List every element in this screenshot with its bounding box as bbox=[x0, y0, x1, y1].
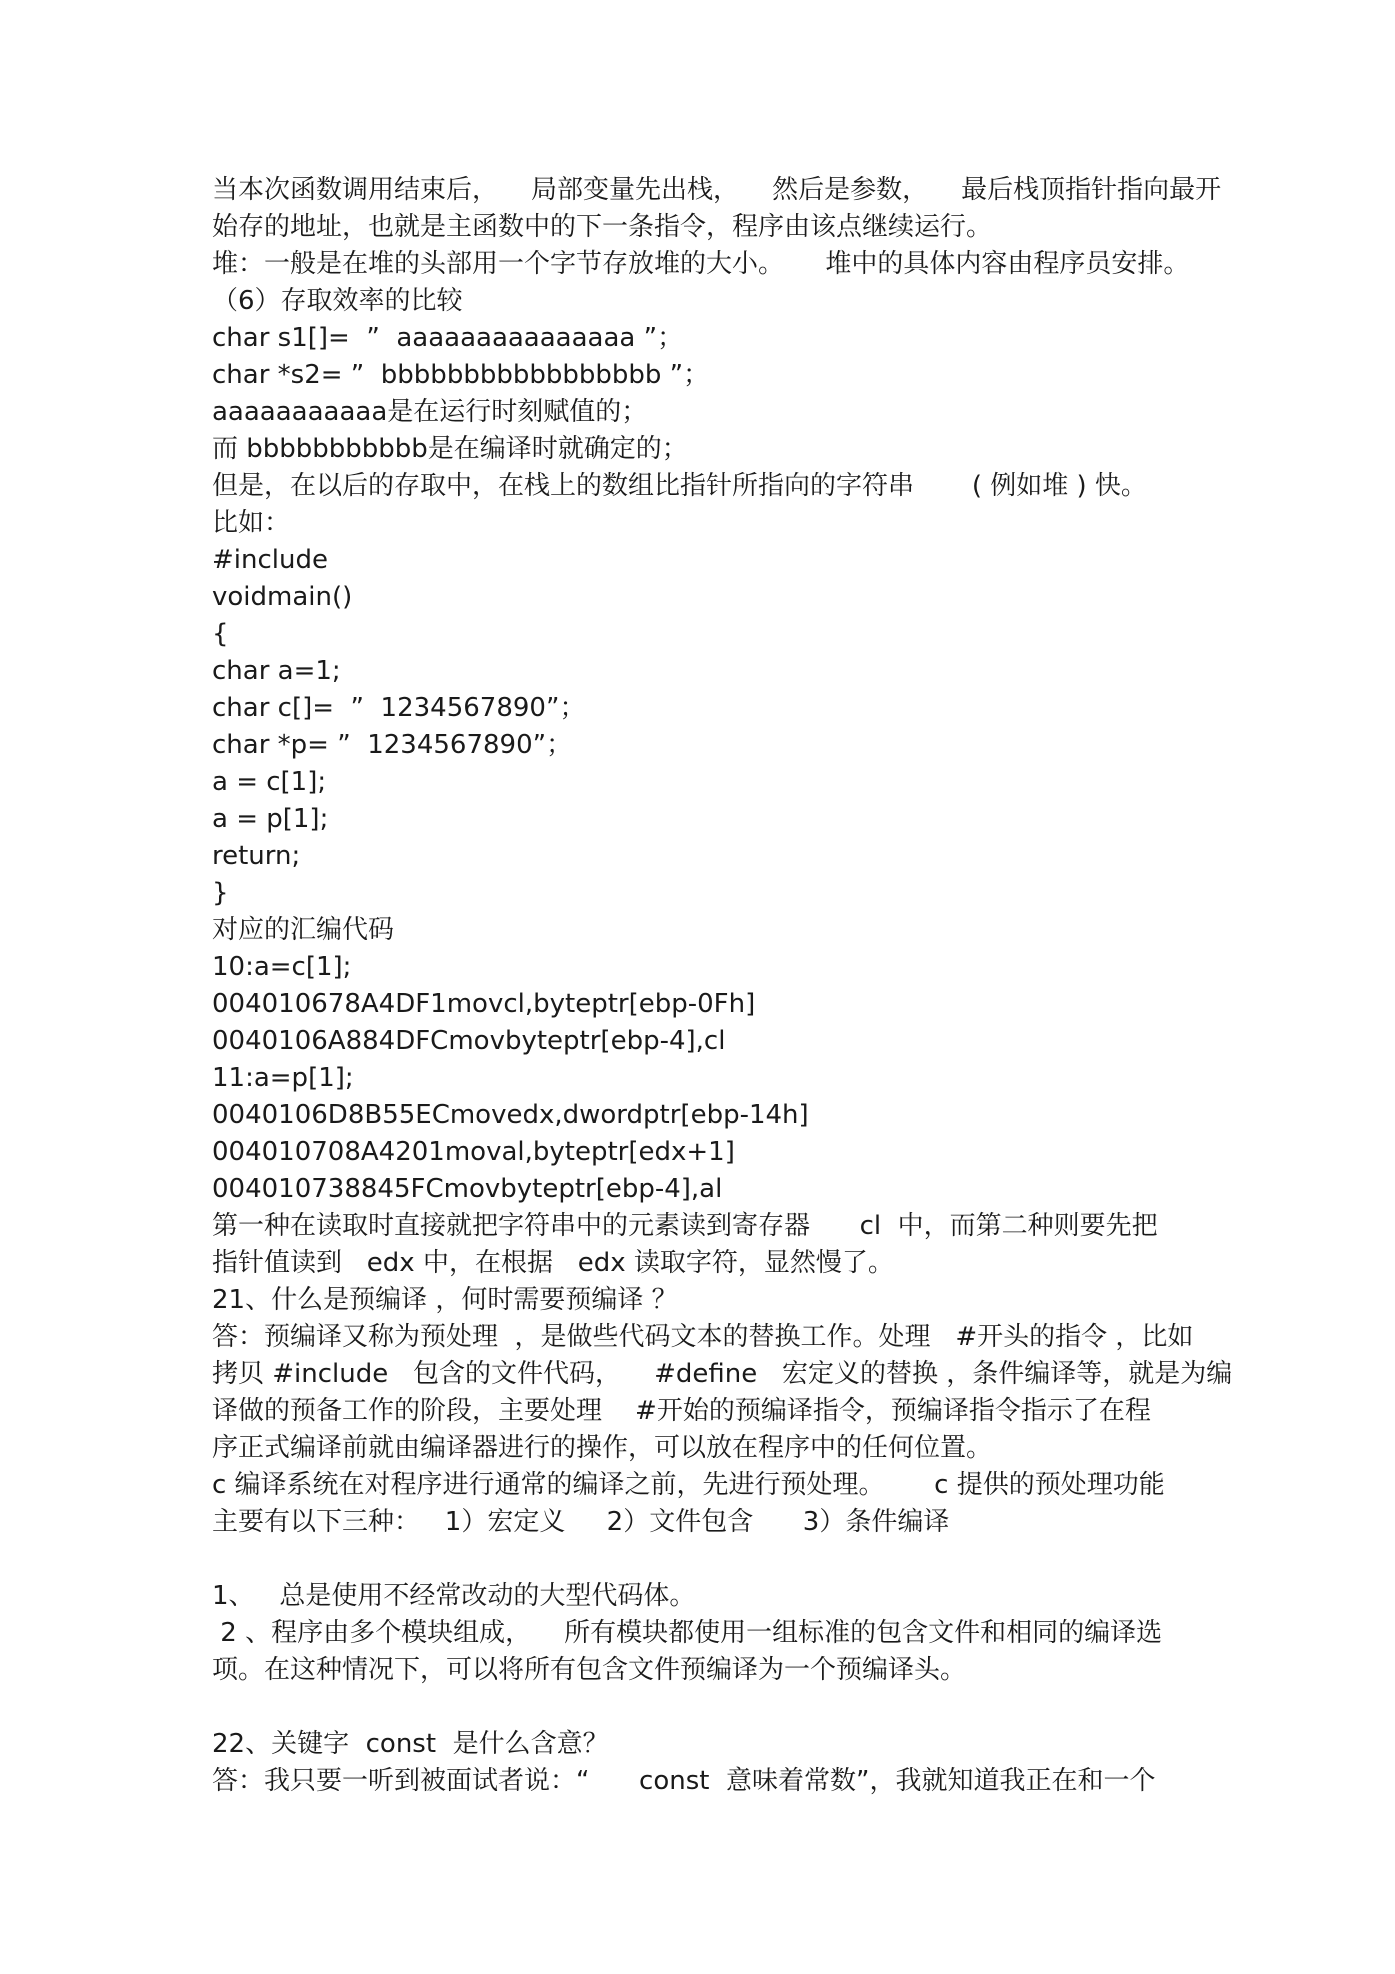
list-item: 2 、程序由多个模块组成， 所有模块都使用一组标准的包含文件和相同的编译选 bbox=[212, 1618, 1163, 1648]
code-line: 004010708A4201moval,byteptr[edx+1] bbox=[212, 1137, 735, 1167]
code-line: a = p[1]; bbox=[212, 804, 329, 834]
text-line: 序正式编译前就由编译器进行的操作，可以放在程序中的任何位置。 bbox=[212, 1433, 993, 1463]
text-line: 拷贝 #include 包含的文件代码， #define 宏定义的替换 ，条件编译等，就是为编 bbox=[212, 1359, 1233, 1389]
question-heading: 22、关键字 const 是什么含意？ bbox=[212, 1729, 609, 1759]
text-line: 主要有以下三种： 1）宏定义 2）文件包含 3）条件编译 bbox=[212, 1507, 950, 1537]
code-line: char a=1; bbox=[212, 656, 341, 686]
code-line: char c[]= ” 1234567890”； bbox=[212, 693, 586, 723]
code-line: return; bbox=[212, 841, 301, 871]
text-line: 指针值读到 edx 中，在根据 edx 读取字符，显然慢了。 bbox=[212, 1248, 894, 1278]
text-line: 比如： bbox=[212, 508, 291, 538]
code-line: { bbox=[212, 619, 229, 649]
code-line: 004010678A4DF1movcl,byteptr[ebp-0Fh] bbox=[212, 989, 756, 1019]
code-line: 11:a=p[1]; bbox=[212, 1063, 354, 1093]
text-line: 当本次函数调用结束后， 局部变量先出栈， 然后是参数， 最后栈顶指针指向最开 bbox=[212, 175, 1222, 205]
code-line: a = c[1]; bbox=[212, 767, 327, 797]
code-line: } bbox=[212, 878, 229, 908]
code-line: voidmain() bbox=[212, 582, 353, 612]
section-heading: （6）存取效率的比较 bbox=[212, 286, 463, 316]
text-line: 第一种在读取时直接就把字符串中的元素读到寄存器 cl 中，而第二种则要先把 bbox=[212, 1211, 1158, 1241]
code-line: 0040106D8B55ECmovedx,dwordptr[ebp-14h] bbox=[212, 1100, 809, 1130]
text-line: 堆：一般是在堆的头部用一个字节存放堆的大小。 堆中的具体内容由程序员安排。 bbox=[212, 249, 1190, 279]
text-line: 对应的汇编代码 bbox=[212, 915, 395, 945]
code-line: char *p= ” 1234567890”； bbox=[212, 730, 573, 760]
text-line: 答：我只要一听到被面试者说：“ const 意味着常数”，我就知道我正在和一个 bbox=[212, 1766, 1156, 1796]
code-line: char *s2= ” bbbbbbbbbbbbbbbbb ”； bbox=[212, 360, 710, 390]
question-heading: 21、什么是预编译 ，何时需要预编译 ？ bbox=[212, 1285, 678, 1315]
code-line: 004010738845FCmovbyteptr[ebp-4],al bbox=[212, 1174, 723, 1204]
text-line: 始存的地址，也就是主函数中的下一条指令，程序由该点继续运行。 bbox=[212, 212, 993, 242]
text-line: aaaaaaaaaaa是在运行时刻赋值的； bbox=[212, 397, 648, 427]
text-line: c 编译系统在对程序进行通常的编译之前，先进行预处理。 c 提供的预处理功能 bbox=[212, 1470, 1165, 1500]
text-line: 答：预编译又称为预处理 ，是做些代码文本的替换工作。处理 #开头的指令 ，比如 bbox=[212, 1322, 1194, 1352]
text-line: 项。在这种情况下，可以将所有包含文件预编译为一个预编译头。 bbox=[212, 1655, 967, 1685]
text-line: 译做的预备工作的阶段，主要处理 #开始的预编译指令，预编译指令指示了在程 bbox=[212, 1396, 1151, 1426]
list-item: 1、 总是使用不经常改动的大型代码体。 bbox=[212, 1581, 696, 1611]
text-line: 而 bbbbbbbbbbb是在编译时就确定的； bbox=[212, 434, 688, 464]
code-line: 0040106A884DFCmovbyteptr[ebp-4],cl bbox=[212, 1026, 726, 1056]
code-line: #include bbox=[212, 545, 328, 575]
code-line: 10:a=c[1]; bbox=[212, 952, 352, 982]
code-line: char s1[]= ” aaaaaaaaaaaaaaa ”； bbox=[212, 323, 684, 353]
text-line: 但是，在以后的存取中，在栈上的数组比指针所指向的字符串 ( 例如堆 ) 快。 bbox=[212, 471, 1147, 501]
